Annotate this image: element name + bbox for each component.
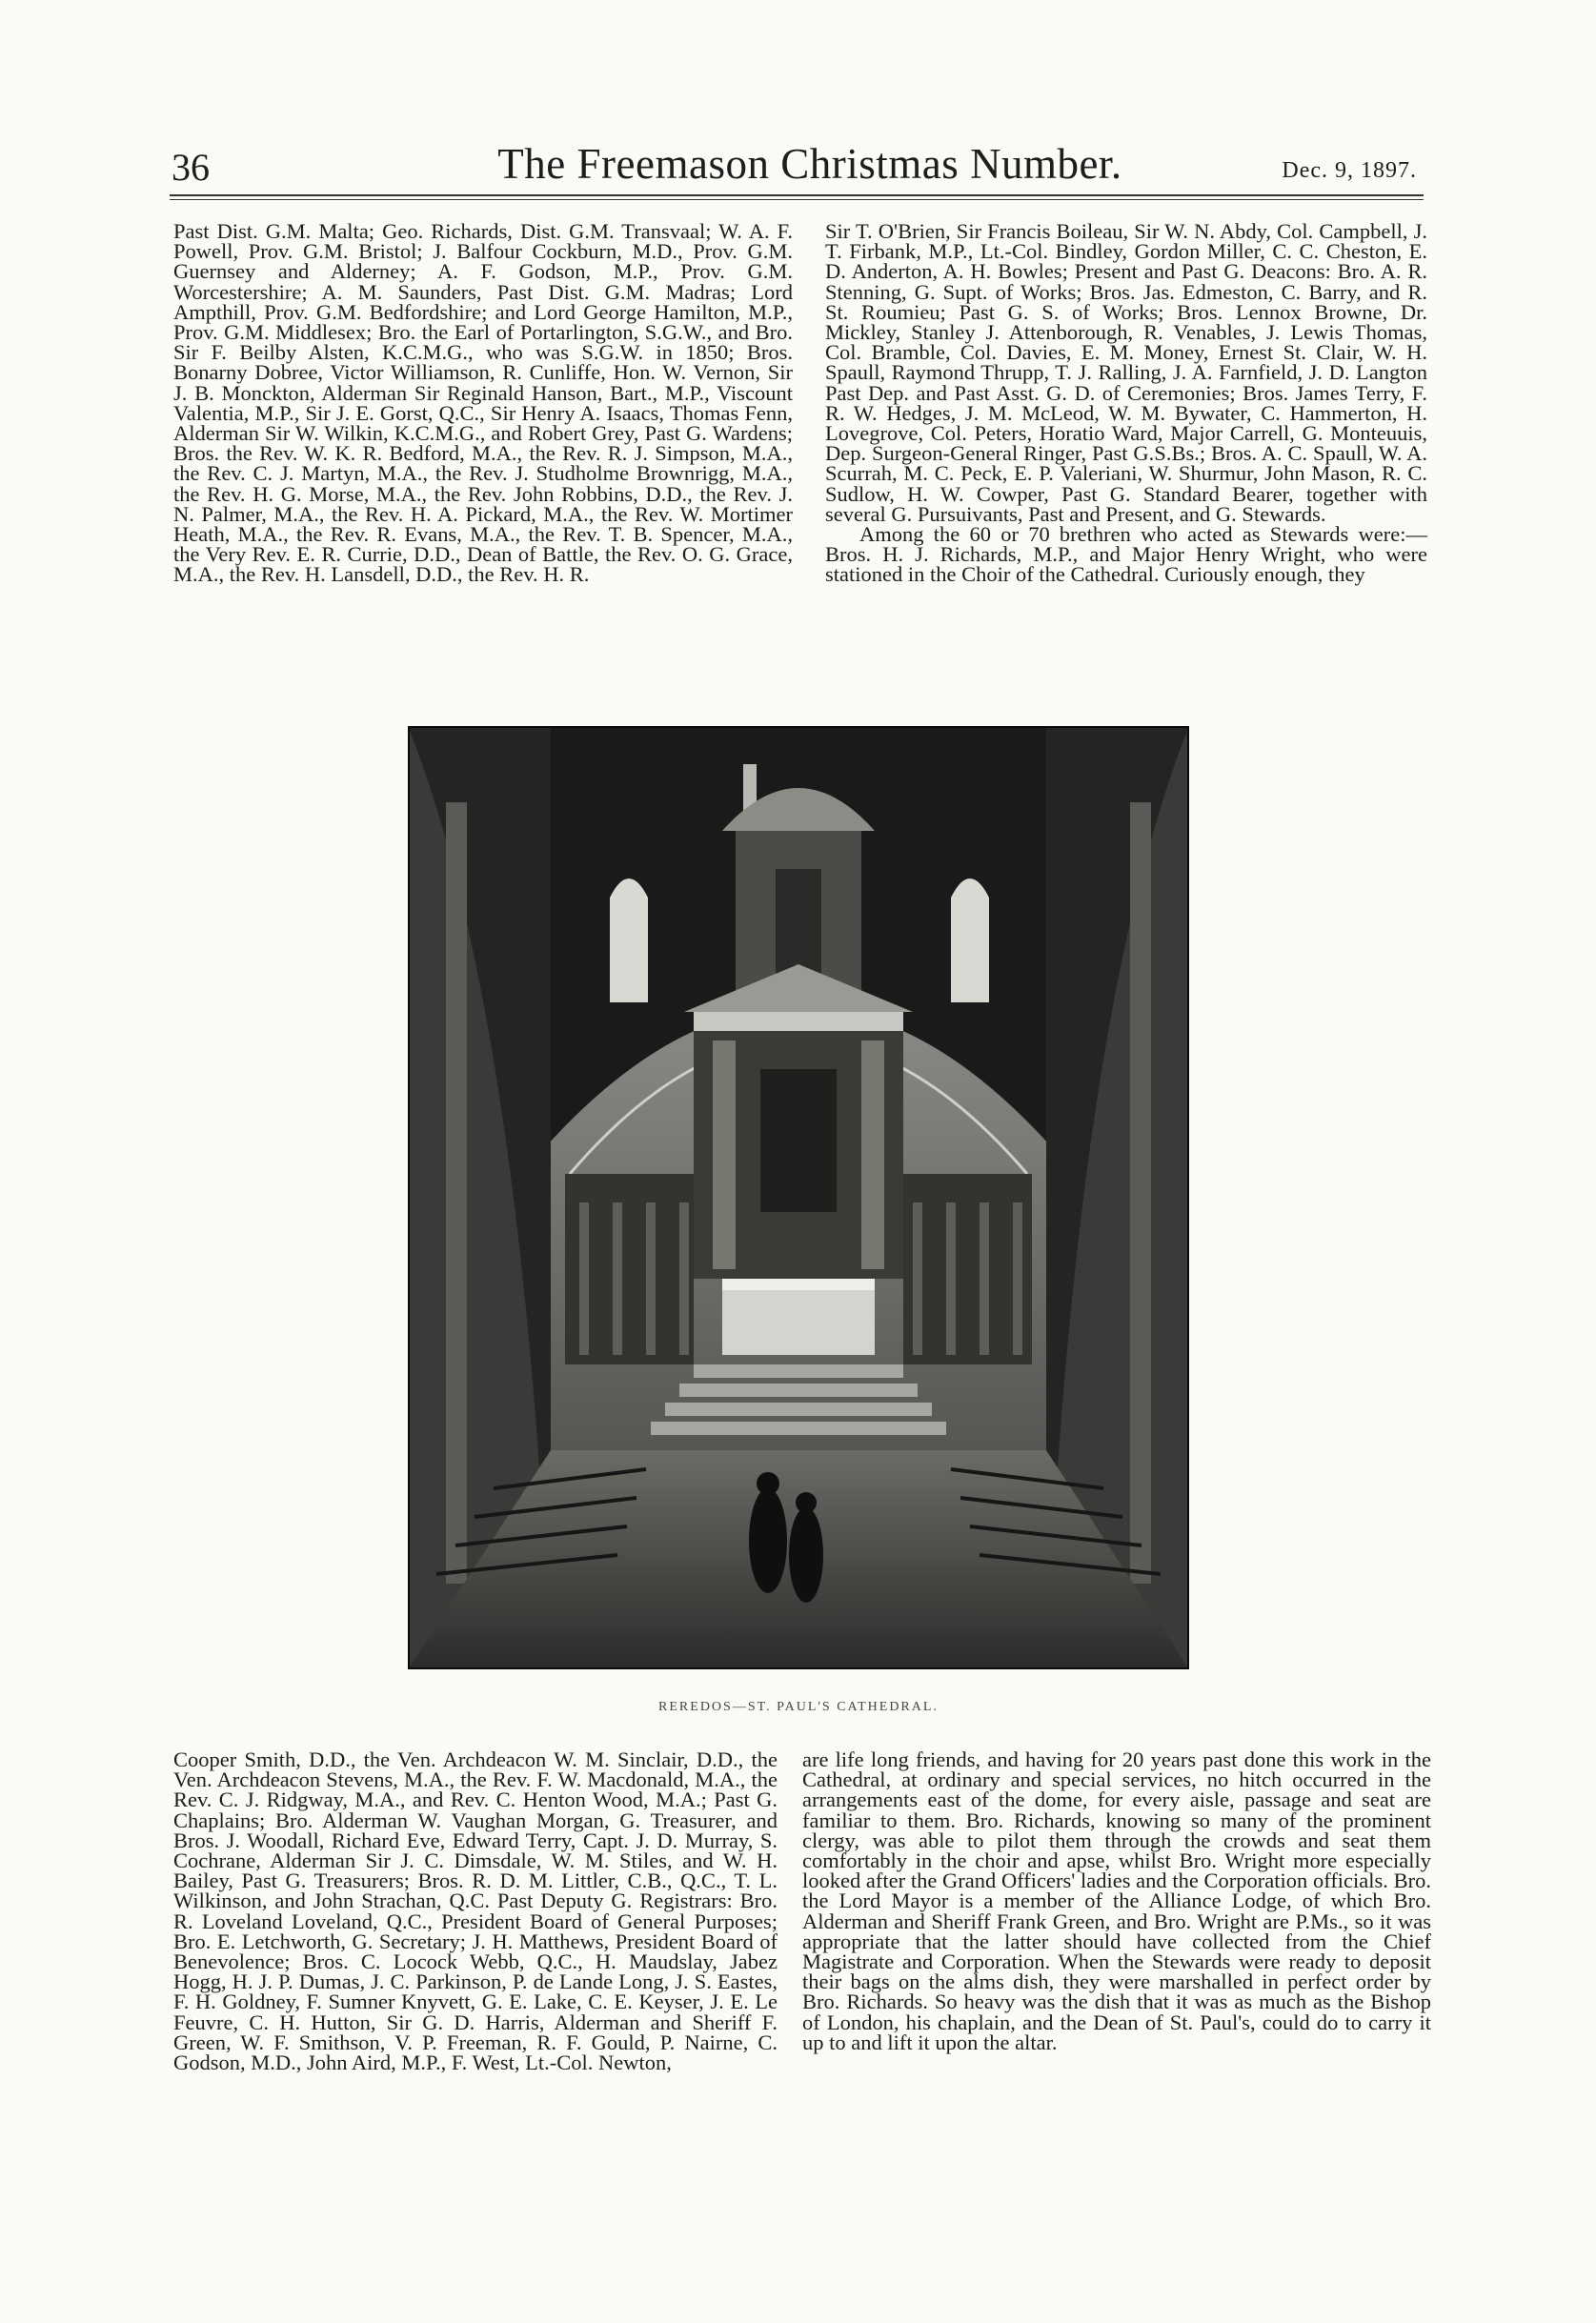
paragraph: Among the 60 or 70 brethren who acted as Stewards were:— Bros. H. J. Richards, M.P., and Major Henry Wright, who were stationed in the Choir of the Cathedral. Curiously enough, they (825, 522, 1427, 587)
paragraph: Sir T. O'Brien, Sir Francis Boileau, Sir W. N. Abdy, Col. Campbell, J. T. Firbank, M.P., Lt.-Col. Bindley, Gordon Miller, C. C. Cheston, E. D. Anderton, A. H. Bowles; Present and Past G. Deacons: Bro. A. R. Stenning, G. Supt. of Works; Bros. Jas. Edmeston, C. Barry, and R. St. Roumieu; Past G. S. of Works; Bros. Lennox Browne, Dr. Mickley, Stanley J. Attenborough, R. Venables, J. Lewis Thomas, Col. Bramble, Col. Davies, E. M. Money, Ernest St. Clair, W. H. Spaull, Raymond Thrupp, T. J. Ralling, J. A. Farnfield, J. D. Langton Past Dep. and Past Asst. G. D. of Ceremonies; Bros. James Terry, F. R. W. Hedges, J. M. McLeod, W. M. Bywater, C. Hammerton, H. Lovegrove, Col. Peters, Horatio Ward, Major Carrell, G. Monteuuis, Dep. Surgeon-General Ringer, Past G.S.Bs.; Bros. A. C. Spaull, W. A. Scurrah, M. C. Peck, E. P. Valeriani, W. Shurmur, John Mason, R. C. Sudlow, H. W. Cowper, Past G. Standard Bearer, together with several G. Pursuivants, Past and Present, and G. Stewards. (825, 219, 1427, 526)
header-rule-thin (170, 199, 1424, 200)
reredos-photograph (408, 726, 1189, 1669)
page-number: 36 (172, 146, 210, 189)
page-title: The Freemason Christmas Number. (497, 140, 1122, 188)
text-column-top-left (173, 221, 793, 585)
figure-caption: REREDOS—ST. PAUL'S CATHEDRAL. (658, 1700, 939, 1714)
paragraph: Cooper Smith, D.D., the Ven. Archdeacon W. M. Sinclair, D.D., the Ven. Archdeacon Stevens, M.A., the Rev. F. W. Macdonald, M.A., the Rev. C. J. Ridgway, M.A., and Rev. C. Henton Wood, M.A.; Past G. Chaplains; Bro. Alderman W. Vaughan Morgan, G. Treasurer, and Bros. J. Woodall, Richard Eve, Edward Terry, Capt. J. D. Murray, S. Cochrane, Alderman Sir J. C. Dimsdale, W. M. Stiles, and W. H. Bailey, Past G. Treasurers; Bros. R. D. M. Littler, C.B., Q.C., T. L. Wilkinson, and John Strachan, Q.C. Past Deputy G. Registrars: Bro. R. Loveland Loveland, Q.C., President Board of General Purposes; Bro. E. Letchworth, G. Secretary; J. H. Matthews, President Board of Benevolence; Bros. C. Locock Webb, Q.C., H. Maudslay, Jabez Hogg, H. J. P. Dumas, J. C. Parkinson, P. de Lande Long, J. S. Eastes, F. H. Goldney, F. Sumner Knyvett, G. E. Lake, C. E. Keyser, J. E. Le Feuvre, C. H. Hutton, Sir G. D. Harris, Alderman and Sheriff F. Green, W. F. Smithson, V. P. Freeman, R. F. Gould, P. Nairne, C. Godson, M.D., John Aird, M.P., F. West, Lt.-Col. Newton, (173, 1747, 778, 2075)
text-column-bottom-right (802, 1749, 1431, 2052)
text-column-top-right (825, 221, 1427, 585)
paragraph: are life long friends, and having for 20 years past done this work in the Cathedral, at ordinary and special services, no hitch occurred in the arrangements east of the dome, for every aisle, passage and seat are familiar to them. Bro. Richards, knowing so many of the prominent clergy, was able to pilot them through the crowds and seat them comfortably in the choir and apse, whilst Bro. Wright more especially looked after the Grand Officers' ladies and the Corporation officials. Bro. the Lord Mayor is a member of the Alliance Lodge, of which Bro. Alderman and Sheriff Frank Green, and Bro. Wright are P.Ms., so it was appropriate that the latter should have collected from the Chief Magistrate and Corporation. When the Stewards were ready to deposit their bags on the alms dish, they were marshalled in perfect order by Bro. Richards. So heavy was the dish that it was as much as the Bishop of London, his chaplain, and the Dean of St. Paul's, could do to carry it up to and lift it upon the altar. (802, 1747, 1431, 2054)
cathedral-interior-illustration (408, 726, 1189, 1669)
paragraph: Past Dist. G.M. Malta; Geo. Richards, Dist. G.M. Transvaal; W. A. F. Powell, Prov. G.M. Bristol; J. Balfour Cockburn, M.D., Prov. G.M. Guernsey and Alderney; A. F. Godson, M.P., Prov. G.M. Worcestershire; A. M. Saunders, Past Dist. G.M. Madras; Lord Ampthill, Prov. G.M. Bedfordshire; and Lord George Hamilton, M.P., Prov. G.M. Middlesex; Bro. the Earl of Portarlington, S.G.W., and Bro. Sir F. Beilby Alsten, K.C.M.G., who was S.G.W. in 1850; Bros. Bonarny Dobree, Victor Williamson, R. Cunliffe, Hon. W. Vernon, Sir J. B. Monckton, Alderman Sir Reginald Hanson, Bart., M.P., Viscount Valentia, M.P., Sir J. E. Gorst, Q.C., Sir Henry A. Isaacs, Thomas Fenn, Alderman Sir W. Wilkin, K.C.M.G., and Robert Grey, Past G. Wardens; Bros. the Rev. W. K. R. Bedford, M.A., the Rev. R. J. Simpson, M.A., the Rev. C. J. Martyn, M.A., the Rev. J. Studholme Brownrigg, M.A., the Rev. H. G. Morse, M.A., the Rev. John Robbins, D.D., the Rev. J. N. Palmer, M.A., the Rev. H. A. Pickard, M.A., the Rev. W. Mortimer Heath, M.A., the Rev. R. Evans, M.A., the Rev. T. B. Spencer, M.A., the Very Rev. E. R. Currie, D.D., Dean of Battle, the Rev. O. G. Grace, M.A., the Rev. H. Lansdell, D.D., the Rev. H. R. (173, 219, 793, 587)
text-column-bottom-left (173, 1747, 778, 2075)
header-rule (170, 194, 1424, 196)
issue-date: Dec. 9, 1897. (1282, 158, 1417, 183)
